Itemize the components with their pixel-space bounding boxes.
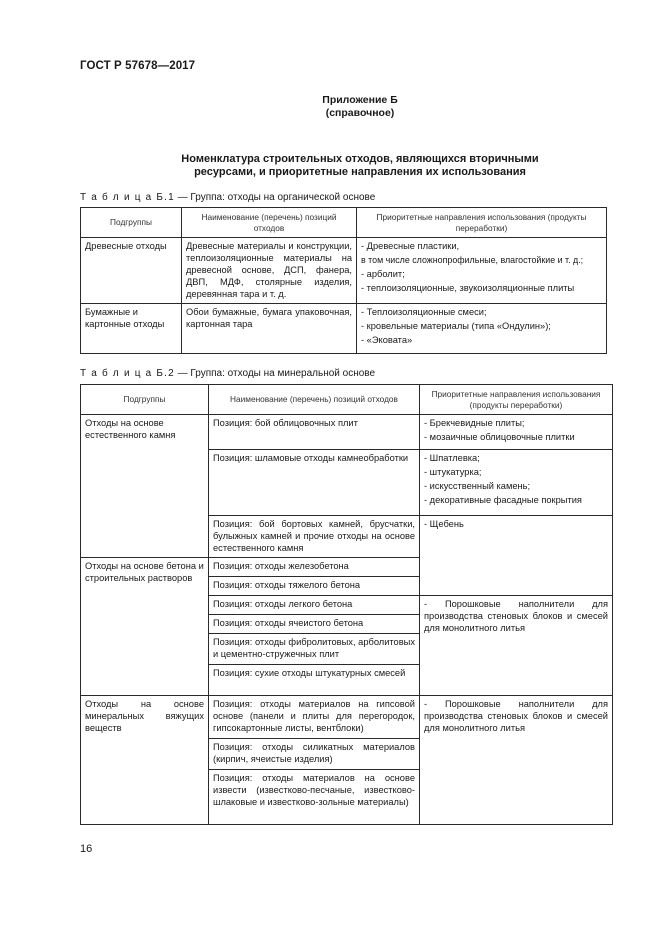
- appendix-title: Приложение Б: [322, 94, 398, 106]
- table1-row1-directions: [357, 238, 607, 304]
- table1-row2-directions: [357, 304, 607, 354]
- table2-header-row: [81, 385, 613, 415]
- table1-header-directions: Приоритетные направления использования (продукты переработки): [357, 208, 607, 238]
- table1-row2-subgroup: Бумажные и картонные отходы: [81, 304, 182, 354]
- table1-caption: [80, 192, 375, 203]
- direction-item: - Брекчевидные плиты;: [424, 418, 525, 428]
- table-row: [81, 238, 607, 304]
- table2-subgroup-mineral: Отходы на основе минеральных вяжущих веществ: [81, 696, 209, 825]
- table2-header-subgroups: Подгруппы: [81, 385, 209, 415]
- table2-directions-concrete-powder: - Порошковые наполнители для производства стеновых блоков и смесей для монолитного литья: [420, 596, 613, 696]
- table1-header-subgroups: Подгруппы: [81, 208, 182, 238]
- table2-position: Позиция: бой облицовочных плит: [209, 415, 420, 450]
- table2-position: Позиция: отходы железобетона: [209, 558, 420, 577]
- table1-header-positions: Наименование (перечень) позиций отходов: [182, 208, 357, 238]
- direction-item: - искусственный камень;: [424, 481, 531, 491]
- table2-position: Позиция: отходы материалов на гипсовой основе (панели и плиты для перегородок, гипсокартонные листы, вентблоки): [209, 696, 420, 739]
- table2-position: Позиция: отходы материалов на основе извести (известково-песчаные, известково-шлаковые и известково-зольные материалы): [209, 770, 420, 825]
- direction-item: - теплоизоляционные, звукоизоляционные плиты: [361, 283, 575, 293]
- table2-directions-crushed-stone: [420, 516, 613, 596]
- table2-caption-label: Т а б л и ц а Б.2: [80, 368, 175, 379]
- direction-item: - Древесные пластики,: [361, 241, 460, 251]
- table1-caption-label: Т а б л и ц а Б.1: [80, 192, 175, 203]
- table2-directions-stone-facing: [420, 415, 613, 450]
- table2-subgroup-stone: Отходы на основе естественного камня: [81, 415, 209, 558]
- table2-directions-mineral-powder: - Порошковые наполнители для производства стеновых блоков и смесей для монолитного литья: [420, 696, 613, 825]
- table2-caption: [80, 368, 375, 379]
- direction-item: - «Эковата»: [361, 335, 413, 345]
- table2-caption-text: — Группа: отходы на минеральной основе: [174, 368, 376, 379]
- document-title-line-1: Номенклатура строительных отходов, являющихся вторичными: [181, 153, 539, 165]
- direction-item: - Теплоизоляционные смеси;: [361, 307, 487, 317]
- document-title-line-2: ресурсами, и приоритетные направления их использования: [194, 166, 526, 178]
- table-row: [81, 415, 613, 450]
- table-b1: [80, 207, 607, 354]
- table2-position: Позиция: сухие отходы штукатурных смесей: [209, 665, 420, 696]
- page-number: 16: [80, 843, 93, 855]
- table2-position: Позиция: шламовые отходы камнеобработки: [209, 450, 420, 516]
- table1-caption-text: — Группа: отходы на органической основе: [174, 192, 376, 203]
- page-header-standard: ГОСТ Р 57678—2017: [80, 60, 196, 72]
- direction-item: в том числе сложнопрофильные, влагостойкие и т. д.;: [361, 255, 584, 265]
- direction-item: - декоративные фасадные покрытия: [424, 495, 582, 505]
- table2-position: Позиция: отходы тяжелого бетона: [209, 577, 420, 596]
- direction-item: - арболит;: [361, 269, 405, 279]
- table2-subgroup-concrete: Отходы на основе бетона и строительных растворов: [81, 558, 209, 696]
- table1-row1-subgroup: Древесные отходы: [81, 238, 182, 304]
- direction-item: - Щебень: [424, 519, 464, 529]
- direction-item: - Шпатлевка;: [424, 453, 480, 463]
- table1-row2-positions: Обои бумажные, бумага упаковочная, картонная тара: [182, 304, 357, 354]
- table2-header-directions: Приоритетные направления использования (продукты переработки): [420, 385, 613, 415]
- direction-item: - кровельные материалы (типа «Ондулин»);: [361, 321, 551, 331]
- table-b2: [80, 384, 613, 825]
- table-row: [81, 304, 607, 354]
- table2-directions-stone-sludge: [420, 450, 613, 516]
- table2-position: Позиция: бой бортовых камней, брусчатки, булыжных камней и прочие отходы на основе естественного камня: [209, 516, 420, 558]
- table1-header-row: [81, 208, 607, 238]
- table1-row1-positions: Древесные материалы и конструкции, теплоизоляционные материалы на древесной основе, ДСП, фанера, ДВП, МДФ, столярные изделия, деревянная тара и т. д.: [182, 238, 357, 304]
- direction-item: - штукатурка;: [424, 467, 482, 477]
- direction-item: - мозаичные облицовочные плитки: [424, 432, 575, 442]
- table2-position: Позиция: отходы силикатных материалов (кирпич, ячеистые изделия): [209, 739, 420, 770]
- table2-position: Позиция: отходы фибролитовых, арболитовых и цементно-стружечных плит: [209, 634, 420, 665]
- table2-header-positions: Наименование (перечень) позиций отходов: [209, 385, 420, 415]
- table-row: [81, 696, 613, 739]
- table2-position: Позиция: отходы ячеистого бетона: [209, 615, 420, 634]
- table2-position: Позиция: отходы легкого бетона: [209, 596, 420, 615]
- appendix-note: (справочное): [325, 107, 395, 119]
